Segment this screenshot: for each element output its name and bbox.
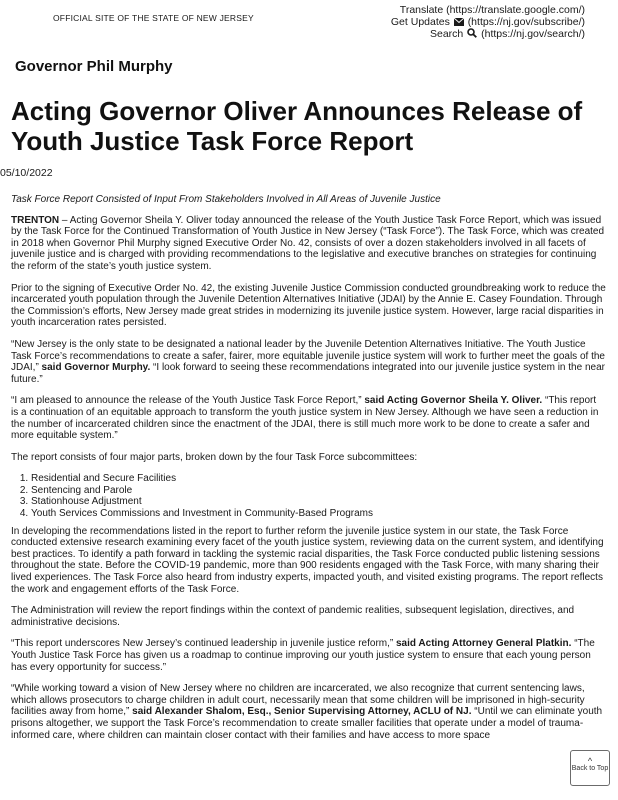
top-utility-bar bbox=[0, 0, 618, 44]
article-body bbox=[11, 194, 606, 751]
article-subtitle: Task Force Report Consisted of Input From Stakeholders Involved in All Areas of Juvenile Justice bbox=[11, 194, 441, 205]
list-item: 2. Sentencing and Parole bbox=[31, 485, 606, 497]
paragraph-8: “This report underscores New Jersey’s continued leadership in juvenile justice reform,” said Acting Attorney General Platkin. “The Youth Justice Task Force has given us a roadmap to continue improving our youth justice system to ensure that each young person has every opportunity for success.” bbox=[11, 638, 595, 673]
search-icon bbox=[467, 28, 477, 38]
official-site-label: OFFICIAL SITE OF THE STATE OF NEW JERSEY bbox=[53, 13, 254, 23]
get-updates-label: Get Updates bbox=[390, 15, 450, 28]
paragraph-3: “New Jersey is the only state to be designated a national leader by the Juvenile Detention Alternatives Initiative. The Youth Justice Task Force’s recommendations to create a safer, fairer, more equitable juvenile justice system will work to further meet the goals of the JDAI,” said Governor Murphy. “I look forward to seeing these recommendations integrated into our juvenile justice system in the near future.” bbox=[11, 338, 605, 385]
paragraph-2: Prior to the signing of Executive Order No. 42, the existing Juvenile Justice Commission conducted groundbreaking work to reduce the incarcerated youth population through the Juvenile Detention Alternatives Initiative (JDAI) by the Annie E. Casey Foundation. Through the Commission’s efforts, New Jersey made great strides in modernizing its juvenile justice system. However, large racial disparities in youth incarceration rates persisted. bbox=[11, 282, 606, 329]
quote-attribution: said Acting Governor Sheila Y. Oliver. bbox=[361, 395, 543, 407]
get-updates-link[interactable] bbox=[391, 17, 585, 29]
chevron-up-icon: ^ bbox=[587, 756, 593, 766]
paragraph-1: TRENTON – Acting Governor Sheila Y. Oliver today announced the release of the Youth Justice Task Force Report, which was issued by the Task Force for the Continued Transformation of Youth Justice in New Jersey (“Task Force”). The Task Force, which was created in 2018 when Governor Phil Murphy signed Executive Order No. 42, consists of over a dozen stakeholders involved in all facets of juvenile justice and is charged with providing recommendations to the legislative and executive branches on strategies for continuing the reform of the state’s youth justice system. bbox=[11, 214, 605, 272]
search-label: Search bbox=[429, 28, 464, 40]
quote-attribution: said Alexander Shalom, Esq., Senior Supervising Attorney, ACLU of NJ. bbox=[129, 706, 472, 718]
article-title: Acting Governor Oliver Announces Release of Youth Justice Task Force Report bbox=[11, 96, 583, 156]
quote-attribution: said Governor Murphy. bbox=[38, 362, 151, 374]
back-to-top-button[interactable] bbox=[570, 750, 610, 786]
list-item: 1. Residential and Secure Facilities bbox=[31, 473, 606, 485]
paragraph-6: In developing the recommendations listed in the report to further reform the juvenile justice system in our state, the Task Force conducted extensive research examining every facet of the youth justice system, reviewing data on the current system, and identifying best practices. To identify a path forward in tackling the systemic racial disparities, the Task Force conducted public listening sessions throughout the state. Before the COVID-19 pandemic, more than 900 residents engaged with the Task Force, with many sharing their lived experiences. The Task Force also heard from industry experts, impacted youth, and visited existing programs. The report reflects the work and engagement efforts of the Task Force. bbox=[11, 525, 604, 595]
paragraph-5: The report consists of four major parts, broken down by the four Task Force subcommittees: bbox=[11, 451, 418, 463]
search-url: (https://nj.gov/search/) bbox=[481, 28, 585, 40]
translate-link[interactable]: Translate (https://translate.google.com/) bbox=[399, 4, 585, 16]
quote-attribution: said Acting Attorney General Platkin. bbox=[393, 638, 572, 650]
site-title-link[interactable]: Governor Phil Murphy bbox=[15, 58, 173, 75]
paragraph-9: “While working toward a vision of New Jersey where no children are incarcerated, we also recognize that current sentencing laws, which allows prosecutors to charge children in adult court, necessarily mean that some children will be imprisoned in high-security facilities away from home,” said Alexander Shalom, Esq., Senior Supervising Attorney, ACLU of NJ. “Until we can eliminate youth prisons altogether, we support the Task Force’s recommendation to create smaller facilities that operate under a model of trauma-informed care, where children can maintain closer contact with their families and have access to more space bbox=[11, 683, 603, 741]
paragraph-4: “I am pleased to announce the release of the Youth Justice Task Force Report,” said Acting Governor Sheila Y. Oliver. “This report is a continuation of an equitable approach to transform the youth justice system in New Jersey. Although we have seen a reduction in the number of incarcerated children since the enactment of the JDAI, there is still much more work to be done to create a safer and more equitable system.” bbox=[11, 395, 599, 442]
list-item: 4. Youth Services Commissions and Investment in Community-Based Programs bbox=[31, 508, 606, 520]
dateline: TRENTON bbox=[11, 214, 60, 226]
list-item: 3. Stationhouse Adjustment bbox=[31, 496, 606, 508]
subcommittee-list bbox=[11, 473, 606, 519]
utility-links bbox=[391, 5, 585, 41]
get-updates-url: (https://nj.gov/subscribe/) bbox=[467, 15, 585, 28]
paragraph-7: The Administration will review the report findings within the context of pandemic realities, subsequent legislation, directives, and administrative decisions. bbox=[11, 605, 575, 628]
envelope-icon bbox=[454, 18, 464, 26]
article-date: 05/10/2022 bbox=[0, 167, 53, 179]
back-to-top-label: Back to Top bbox=[571, 765, 609, 772]
search-link[interactable] bbox=[391, 28, 585, 41]
